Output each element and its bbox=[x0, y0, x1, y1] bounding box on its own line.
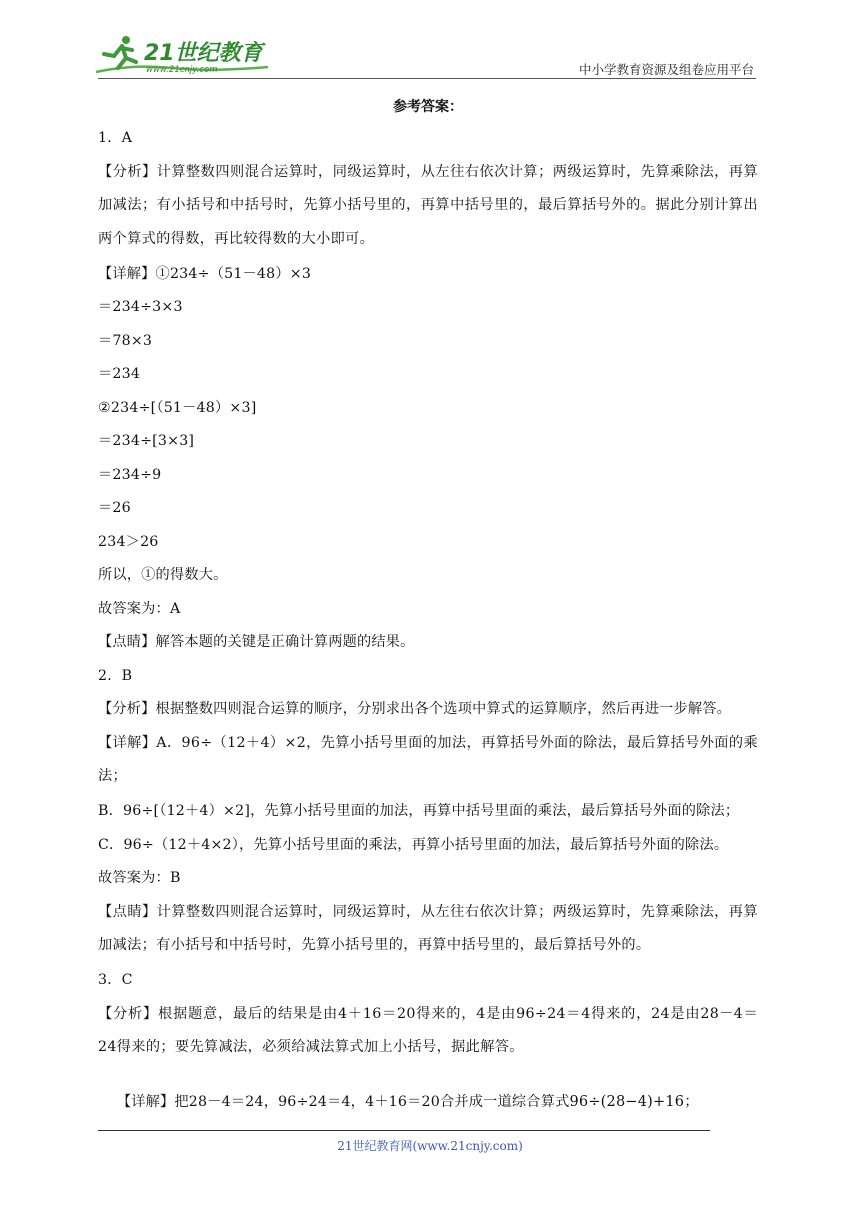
step-line: ＝234÷9 bbox=[98, 466, 162, 483]
step-line: ＝234 bbox=[98, 366, 141, 382]
detail-3-text: 【详解】把28－4＝24，96÷24＝4，4＋16＝20合并成一道综合算式 bbox=[116, 1094, 570, 1110]
page-header bbox=[0, 0, 860, 90]
analysis-1: 【分析】计算整数四则混合运算时，同级运算时，从左往右依次计算；两级运算时，先算乘除法，再算加减法；有小括号和中括号时，先算小括号里的，再算中括号里的，最后算括号外的。据此分别计算出两个算式的得数，再比较得数的大小即可。 bbox=[98, 163, 758, 247]
step-line: ＝26 bbox=[98, 500, 131, 516]
step-line: ＝78×3 bbox=[98, 332, 153, 349]
conclusion-line: 所以，①的得数大。 bbox=[98, 567, 228, 583]
detail-3 bbox=[98, 1072, 758, 1132]
analysis-3: 【分析】根据题意，最后的结果是由4＋16＝20得来的，4是由96÷24＝4得来的，24是由28－4＝24得来的；要先算减法，必须给减法算式加上小括号，据此解答。 bbox=[98, 1005, 758, 1055]
answer-line: 故答案为：A bbox=[98, 600, 181, 617]
step-line: ②234÷[（51－48）×3] bbox=[98, 399, 257, 416]
detail-2b: B．96÷[（12＋4）×2]，先算小括号里面的加法，再算中括号里面的乘法，最后算括号外面的除法； bbox=[98, 803, 740, 819]
comment-1: 【点睛】解答本题的关键是正确计算两题的结果。 bbox=[98, 634, 415, 650]
step-line: ＝234÷3×3 bbox=[98, 299, 183, 315]
detail-2a: 【详解】A．96÷（12＋4）×2，先算小括号里面的加法，再算括号外面的除法，最后算括号外面的乘法； bbox=[98, 734, 758, 784]
answer-number-1: 1．A bbox=[98, 130, 133, 146]
formula: 96÷(28−4)+16； bbox=[569, 1094, 699, 1110]
svg-text:www.21cnjy.com: www.21cnjy.com bbox=[146, 65, 218, 75]
logo-icon bbox=[92, 34, 272, 78]
platform-name: 中小学教育资源及组卷应用平台 bbox=[578, 62, 754, 77]
svg-text:21世纪教育: 21世纪教育 bbox=[144, 41, 263, 66]
footer-text: 21世纪教育网(www.21cnjy.com) bbox=[337, 1139, 523, 1153]
answer-content bbox=[98, 96, 758, 1146]
answer-number-3: 3．C bbox=[98, 972, 133, 988]
comparison-line: 234＞26 bbox=[98, 533, 159, 550]
detail-2c: C．96÷（12＋4×2），先算小括号里面的乘法，再算小括号里面的加法，最后算括号外面的除法。 bbox=[98, 836, 729, 853]
step-line: ＝234÷[3×3] bbox=[98, 433, 195, 449]
page-title: 参考答案： bbox=[393, 99, 463, 115]
header-divider bbox=[98, 78, 756, 79]
answer-line: 故答案为：B bbox=[98, 870, 181, 886]
answer-number-2: 2．B bbox=[98, 667, 133, 684]
analysis-2: 【分析】根据整数四则混合运算的顺序，分别求出各个选项中算式的运算顺序，然后再进一步解答。 bbox=[98, 701, 732, 717]
detail-1: 【详解】①234÷（51－48）×3 bbox=[98, 265, 312, 282]
footer-divider bbox=[98, 1130, 710, 1131]
comment-2: 【点睛】计算整数四则混合运算时，同级运算时，从左往右依次计算；两级运算时，先算乘除法，再算加减法；有小括号和中括号时，先算小括号里的，再算中括号里的，最后算括号外的。 bbox=[98, 903, 758, 953]
